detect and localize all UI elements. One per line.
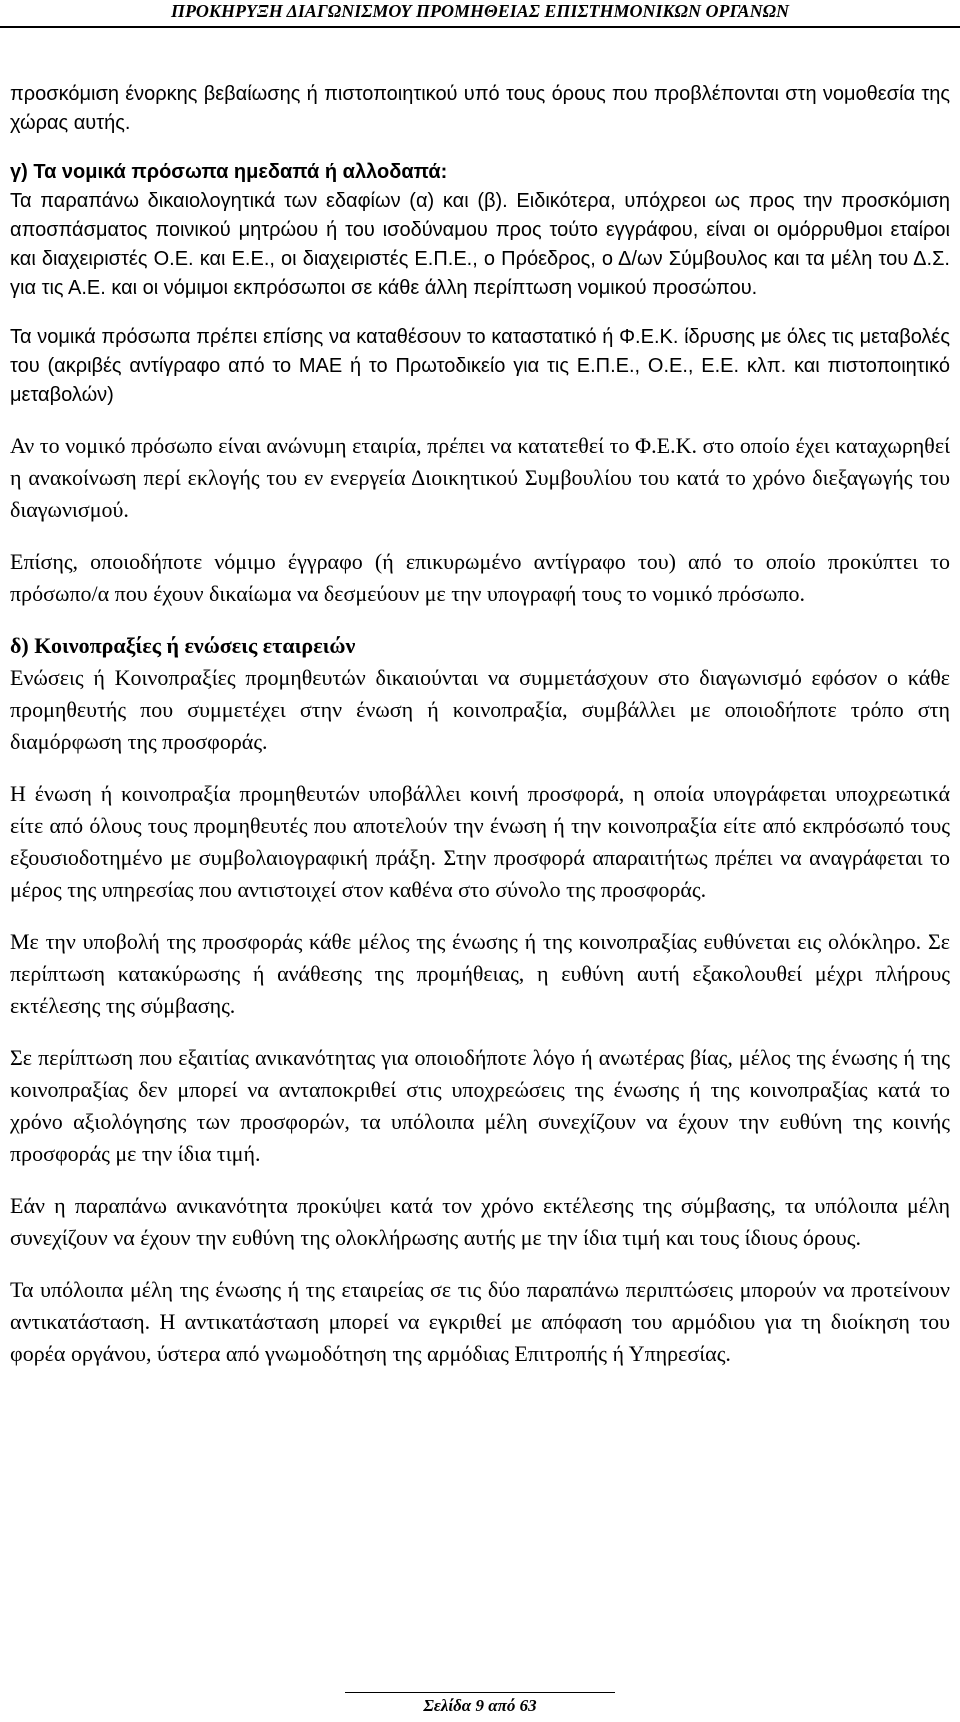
section-heading-c: γ) Τα νομικά πρόσωπα ημεδαπά ή αλλοδαπά: [10, 161, 448, 183]
document-body [10, 80, 950, 1370]
paragraph-8: Με την υποβολή της προσφοράς κάθε μέλος της ένωσης ή της κοινοπραξίας ευθύνεται εις ολόκληρο. Σε περίπτωση κατακύρωσης ή ανάθεσης της προμήθειας, η ευθύνη αυτή εξακολουθεί μέχρι πλήρους εκτέλεσης της σύμβασης. [10, 929, 950, 1018]
section-heading-d: δ) Κοινοπραξίες ή ενώσεις εταιρειών [10, 633, 356, 658]
paragraph-11: Τα υπόλοιπα μέλη της ένωσης ή της εταιρείας σε τις δύο παραπάνω περιπτώσεις μπορούν να προτείνουν αντικατάσταση. Η αντικατάσταση μπορεί να εγκριθεί με απόφαση του αρμόδιου για τη διοίκηση του φορέα οργάνου, ύστερα από γνωμοδότηση της αρμόδιας Επιτροπής ή Υπηρεσίας. [10, 1277, 950, 1366]
paragraph-10: Εάν η παραπάνω ανικανότητα προκύψει κατά τον χρόνο εκτέλεσης της σύμβασης, τα υπόλοιπα μέλη συνεχίζουν να έχουν την ευθύνη της ολοκλήρωσης αυτής με την ίδια τιμή και τους ίδιους όρους. [10, 1193, 950, 1250]
paragraph-4: Αν το νομικό πρόσωπο είναι ανώνυμη εταιρία, πρέπει να κατατεθεί το Φ.Ε.Κ. στο οποίο έχει καταχωρηθεί η ανακοίνωση περί εκλογής του εν ενεργεία Διοικητικού Συμβουλίου του κατά το χρόνο διεξαγωγής του διαγωνισμού. [10, 433, 950, 522]
paragraph-5: Επίσης, οποιοδήποτε νόμιμο έγγραφο (ή επικυρωμένο αντίγραφο του) από το οποίο προκύπτει το πρόσωπο/α που έχουν δικαίωμα να δεσμεύουν με την υπογραφή τους το νομικό πρόσωπο. [10, 549, 950, 606]
paragraph-9: Σε περίπτωση που εξαιτίας ανικανότητας για οποιοδήποτε λόγο ή ανωτέρας βίας, μέλος της ένωσης ή της κοινοπραξίας δεν μπορεί να ανταποκριθεί στις υποχρεώσεις της ένωσης ή της κοινοπραξίας κατά το χρόνο αξιολόγησης των προσφορών, τα υπόλοιπα μέλη συνεχίζουν να έχουν την ευθύνη της κοινής προσφοράς με την ίδια τιμή. [10, 1045, 950, 1166]
paragraph-1: προσκόμιση ένορκης βεβαίωσης ή πιστοποιητικού υπό τους όρους που προβλέπονται στη νομοθεσία της χώρας αυτής. [10, 83, 950, 134]
paragraph-2: Τα παραπάνω δικαιολογητικά των εδαφίων (α) και (β). Ειδικότερα, υπόχρεοι ως προς την προσκόμιση αποσπάσματος ποινικού μητρώου ή του ισοδύναμου προς τούτο εγγράφου, είναι οι ομόρρυθμοι εταίροι και διαχειριστές Ο.Ε. και Ε.Ε., οι διαχειριστές Ε.Π.Ε., ο Πρόεδρος, ο Δ/ων Σύμβουλος και τα μέλη του Δ.Σ. για τις Α.Ε. και οι νόμιμοι εκπρόσωποι σε κάθε άλλη περίπτωση νομικού προσώπου. [10, 190, 950, 299]
paragraph-7: Η ένωση ή κοινοπραξία προμηθευτών υποβάλλει κοινή προσφορά, η οποία υπογράφεται υποχρεωτικά είτε από όλους τους προμηθευτές που αποτελούν την ένωση ή την κοινοπραξία είτε από εκπρόσωπό τους εξουσιοδοτημένο με συμβολαιογραφική πράξη. Στην προσφορά απαραιτήτως πρέπει να αναγράφεται το μέρος της υπηρεσίας που αντιστοιχεί στον καθένα στο σύνολο της προσφοράς. [10, 781, 950, 902]
page-header: ΠΡΟΚΗΡΥΞΗ ΔΙΑΓΩΝΙΣΜΟΥ ΠΡΟΜΗΘΕΙΑΣ ΕΠΙΣΤΗΜΟΝΙΚΩΝ ΟΡΓΑΝΩΝ [170, 1, 790, 21]
footer-divider [345, 1692, 615, 1693]
paragraph-6: Ενώσεις ή Κοινοπραξίες προμηθευτών δικαιούνται να συμμετάσχουν στο διαγωνισμό εφόσον ο κάθε προμηθευτής που συμμετέχει στην ένωση ή κοινοπραξία, συμβάλλει με οποιοδήποτε τρόπο στη διαμόρφωση της προσφοράς. [10, 665, 950, 754]
header-divider [0, 26, 960, 28]
paragraph-3: Τα νομικά πρόσωπα πρέπει επίσης να καταθέσουν το καταστατικό ή Φ.Ε.Κ. ίδρυσης με όλες τις μεταβολές του (ακριβές αντίγραφο από το ΜΑΕ ή το Πρωτοδικείο για τις Ε.Π.Ε., Ο.Ε., Ε.Ε. κλπ. και πιστοποιητικό μεταβολών) [10, 326, 950, 406]
page-number: Σελίδα 9 από 63 [423, 1696, 537, 1715]
